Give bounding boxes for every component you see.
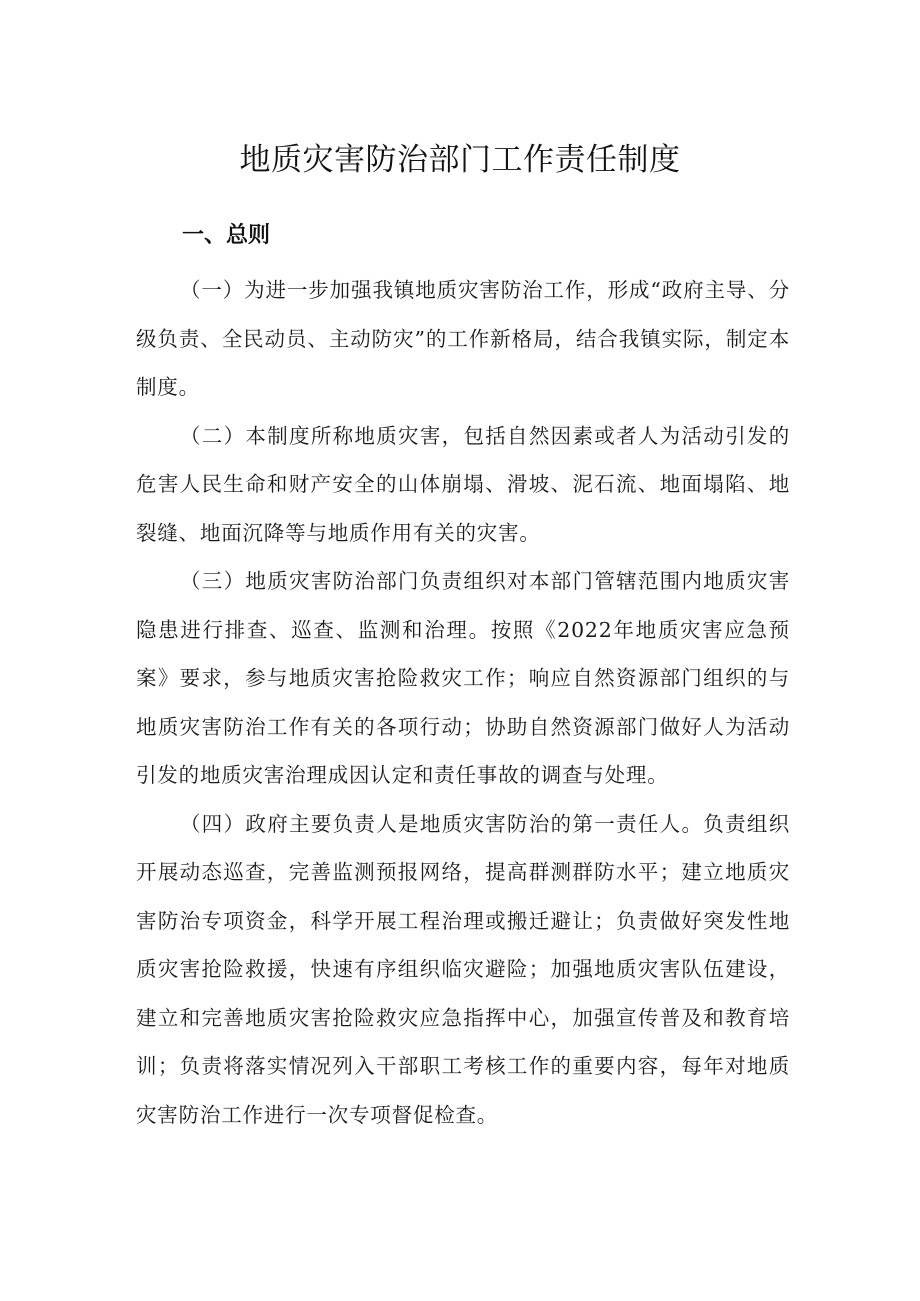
section-heading: 一、总则	[182, 223, 271, 248]
document-body	[136, 266, 790, 1139]
paragraph-2: （二）本制度所称地质灾害，包括自然因素或者人为活动引发的危害人民生命和财产安全的山体崩塌、滑坡、泥石流、地面塌陷、地裂缝、地面沉降等与地质作用有关的灾害。	[136, 423, 790, 545]
paragraph-3: （三）地质灾害防治部门负责组织对本部门管辖范围内地质灾害隐患进行排查、巡查、监测和治理。按照《2022年地质灾害应急预案》要求，参与地质灾害抢险救灾工作；响应自然资源部门组织的与地质灾害防治工作有关的各项行动；协助自然资源部门做好人为活动引发的地质灾害治理成因认定和责任事故的调查与处理。	[136, 569, 790, 787]
paragraph-4: （四）政府主要负责人是地质灾害防治的第一责任人。负责组织开展动态巡查，完善监测预报网络，提高群测群防水平；建立地质灾害防治专项资金，科学开展工程治理或搬迁避让；负责做好突发性地质灾害抢险救援，快速有序组织临灾避险；加强地质灾害队伍建设，建立和完善地质灾害抢险救灾应急指挥中心，加强宣传普及和教育培训；负责将落实情况列入干部职工考核工作的重要内容，每年对地质灾害防治工作进行一次专项督促检查。	[136, 811, 790, 1127]
paragraph-1: （一）为进一步加强我镇地质灾害防治工作，形成“政府主导、分级负责、全民动员、主动防灾”的工作新格局，结合我镇实际，制定本制度。	[136, 278, 790, 399]
document-title: 地质灾害防治部门工作责任制度	[239, 142, 681, 178]
